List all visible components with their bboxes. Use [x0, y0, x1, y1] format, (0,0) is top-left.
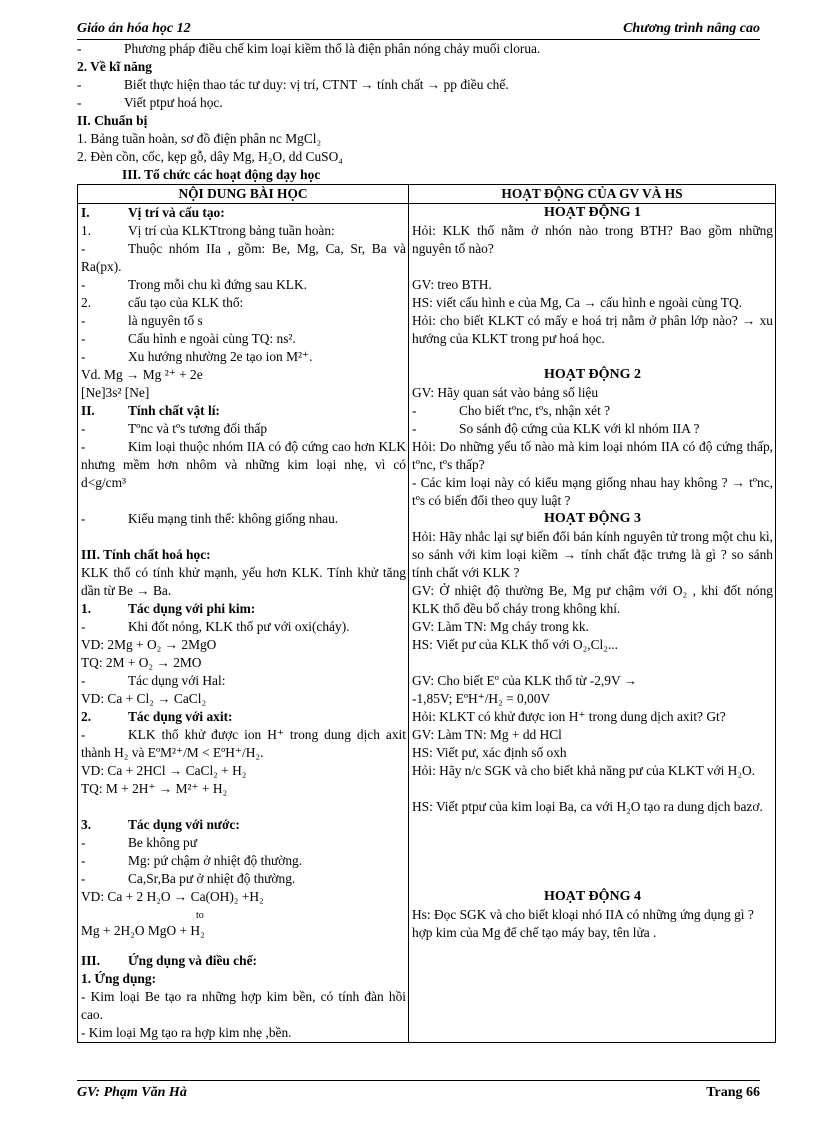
- list-marker: -: [81, 349, 86, 364]
- left-line: TQ: M + 2H⁺ → M²⁺ + H₂: [81, 781, 228, 796]
- right-line: GV: Làm TN: Mg cháy trong kk.: [412, 619, 589, 634]
- list-marker: -: [81, 313, 86, 328]
- list-marker: -: [81, 331, 86, 346]
- list-marker: -: [81, 421, 86, 436]
- left-line: TQ: 2M + O₂ → 2MO: [81, 655, 202, 670]
- left-line: VD: Ca + 2 H₂O → Ca(OH)₂ +H₂: [81, 889, 264, 904]
- intro-section: [77, 40, 767, 184]
- right-line: HOẠT ĐỘNG 2: [544, 367, 641, 382]
- left-line: III. Tính chất hoá học:: [81, 547, 211, 562]
- left-line: [81, 402, 406, 420]
- right-line: GV: Hãy quan sát vào bảng số liệu: [412, 385, 599, 400]
- line-text: Tºnc và tºs tương đối thấp: [128, 421, 268, 436]
- left-line: [81, 294, 406, 312]
- left-line: [81, 816, 406, 834]
- line-text: Tính chất vật lí:: [128, 403, 220, 418]
- right-line: -1,85V; EºH⁺/H₂ = 0,00V: [412, 691, 551, 706]
- left-line: [81, 672, 406, 690]
- header-subject: Giáo án hóa học 12: [77, 21, 191, 36]
- right-line: HS: Viết ptpư của kim loại Ba, ca với H₂O tạo ra dung dịch bazơ.: [412, 799, 763, 814]
- left-line: [81, 420, 406, 438]
- right-line: HOẠT ĐỘNG 4: [544, 889, 641, 904]
- left-line: [81, 952, 406, 970]
- list-marker: -: [81, 853, 86, 868]
- list-marker: -: [81, 835, 86, 850]
- col1-header: NỘI DUNG BÀI HỌC: [78, 185, 409, 204]
- col2-header: HOẠT ĐỘNG CỦA GV VÀ HS: [409, 185, 776, 204]
- left-line: - Kim loại Be tạo ra những hợp kim bền, có tính đàn hồi cao.: [81, 989, 406, 1022]
- left-line: [81, 510, 406, 528]
- left-line: [81, 708, 406, 726]
- line-text: Tác dụng với nước:: [128, 817, 240, 832]
- right-line: - Các kim loại này có kiểu mạng giống nhau hay không ? → tºnc, tºs có biến đổi theo quy luật ?: [412, 475, 773, 508]
- right-line: GV: Cho biết Eº của KLK thổ từ -2,9V →: [412, 673, 638, 688]
- skill-line: Viết ptpư hoá học.: [124, 95, 223, 110]
- right-line: hợp kim của Mg để chế tạo máy bay, tên lửa .: [412, 925, 657, 940]
- org-title: III. Tổ chức các hoạt động dạy học: [122, 167, 321, 182]
- line-text: Tác dụng với Hal:: [128, 673, 226, 688]
- list-marker: 1.: [81, 601, 92, 616]
- line-text: Thuộc nhóm IIa , gồm: Be, Mg, Ca, Sr, Ba và Ra(px).: [81, 241, 406, 274]
- list-marker: II.: [81, 403, 95, 418]
- right-line: HOẠT ĐỘNG 3: [544, 511, 641, 526]
- right-line: Hỏi: Do những yếu tố nào mà kim loại nhóm IIA có độ cứng thấp, tºnc, tºs thấp?: [412, 439, 773, 472]
- left-line: [81, 204, 406, 222]
- left-line: [81, 312, 406, 330]
- left-line: [81, 330, 406, 348]
- line-text: Vị trí và cấu tạo:: [128, 205, 225, 220]
- lesson-content-cell: [78, 204, 409, 1043]
- right-line: Hs: Đọc SGK và cho biết kloại nhó IIA có những ứng dụng gì ?: [412, 907, 754, 922]
- line-text: cấu tạo của KLK thổ:: [128, 295, 244, 310]
- skill-line: Biết thực hiện thao tác tư duy: vị trí, CTNT → tính chất → pp điều chế.: [124, 77, 509, 92]
- left-line: [81, 834, 406, 852]
- list-marker: -: [81, 727, 86, 742]
- left-line: KLK thổ có tính khử mạnh, yếu hơn KLK. Tính khử tăng dần từ Be → Ba.: [81, 565, 406, 598]
- lesson-table: [77, 184, 776, 1043]
- left-line: [81, 240, 406, 276]
- left-line: VD: Ca + Cl₂ → CaCl₂: [81, 691, 207, 706]
- list-marker: -: [81, 871, 86, 886]
- line-text: Khi đốt nóng, KLK thổ pư với oxi(cháy).: [128, 619, 350, 634]
- list-marker: -: [81, 673, 86, 688]
- right-line: HS: Viết pư của KLK thổ với O₂,Cl₂...: [412, 637, 618, 652]
- right-line: Hỏi: Hãy n/c SGK và cho biết khả năng pư của KLKT với H₂O.: [412, 763, 756, 778]
- footer-page: Trang 66: [706, 1085, 760, 1100]
- list-marker: -: [412, 421, 417, 436]
- bullet: -: [77, 95, 82, 110]
- right-line: HOẠT ĐỘNG 1: [544, 205, 641, 220]
- left-line: VD: 2Mg + O₂ → 2MgO: [81, 637, 217, 652]
- right-line: HS: viết cấu hình e của Mg, Ca → cấu hình e ngoài cùng TQ.: [412, 295, 742, 310]
- left-line: 1. Ứng dụng:: [81, 971, 157, 986]
- line-text: Tác dụng với phi kim:: [128, 601, 256, 616]
- line-text: Tác dụng với axit:: [128, 709, 233, 724]
- line-text: Cho biết tºnc, tºs, nhận xét ?: [459, 403, 611, 418]
- prep-line: 1. Bảng tuần hoàn, sơ đồ điện phân nc MgCl₂: [77, 131, 322, 146]
- intro-line: Phương pháp điều chế kim loại kiềm thổ là điện phân nóng chảy muối clorua.: [124, 41, 541, 56]
- right-line: Hỏi: KLK thổ nằm ở nhón nào trong BTH? Bao gồm những nguyên tố nào?: [412, 223, 773, 256]
- left-line: Vd. Mg → Mg ²⁺ + 2e: [81, 367, 203, 382]
- footer-teacher: GV: Phạm Văn Hà: [77, 1085, 187, 1100]
- left-line: [81, 726, 406, 762]
- list-marker: 1.: [81, 223, 92, 238]
- prep-title: II. Chuẩn bị: [77, 113, 148, 128]
- left-line: [81, 438, 406, 492]
- list-marker: III.: [81, 953, 100, 968]
- right-line: GV: Làm TN: Mg + dd HCl: [412, 727, 562, 742]
- list-marker: -: [412, 403, 417, 418]
- right-line: Hỏi: cho biết KLKT có mấy e hoá trị nằm ở phân lớp nào? → xu hướng của KLKT trong pư hoá học.: [412, 313, 773, 346]
- left-line: [81, 618, 406, 636]
- line-text: Xu hướng nhường 2e tạo ion M²⁺.: [128, 349, 313, 364]
- list-marker: 3.: [81, 817, 92, 832]
- right-line: [412, 402, 773, 420]
- bullet: -: [77, 77, 82, 92]
- list-marker: I.: [81, 205, 90, 220]
- line-text: Vị trí của KLKTtrong bảng tuần hoàn:: [128, 223, 335, 238]
- right-line: GV: treo BTH.: [412, 277, 492, 292]
- list-marker: -: [81, 241, 86, 256]
- list-marker: -: [81, 619, 86, 634]
- line-text: KLK thổ khử được ion H⁺ trong dung dịch axit thành H₂ và EºM²⁺/M < EºH⁺/H₂.: [81, 727, 406, 760]
- line-text: Be không pư: [128, 835, 197, 850]
- bullet: -: [77, 41, 82, 56]
- left-line: Mg + 2H₂O MgO + H₂: [81, 923, 205, 938]
- line-text: So sánh độ cứng của KLK với kl nhóm IIA ?: [459, 421, 700, 436]
- right-line: HS: Viết pư, xác định số oxh: [412, 745, 567, 760]
- left-line: VD: Ca + 2HCl → CaCl₂ + H₂: [81, 763, 247, 778]
- left-line: [81, 600, 406, 618]
- list-marker: -: [81, 511, 86, 526]
- prep-line: 2. Đèn cồn, cốc, kẹp gỗ, dây Mg, H₂O, dd CuSO₄: [77, 149, 343, 164]
- line-text: Trong mỗi chu kì đứng sau KLK.: [128, 277, 307, 292]
- line-text: Mg: pứ chậm ở nhiệt độ thường.: [128, 853, 303, 868]
- left-line: - Kim loại Mg tạo ra hợp kim nhẹ ,bền.: [81, 1025, 292, 1040]
- right-line: [412, 420, 773, 438]
- list-marker: -: [81, 439, 86, 454]
- line-text: Cấu hình e ngoài cùng TQ: ns².: [128, 331, 296, 346]
- line-text: Kiểu mạng tinh thể: không giống nhau.: [128, 511, 339, 526]
- line-text: Kim loại thuộc nhóm IIA có độ cứng cao hơn KLK nhưng mềm hơn nhôm và những kim loại nhẹ, vì có d<g/cm³: [81, 439, 406, 490]
- right-line: Hỏi: Hãy nhắc lại sự biến đổi bán kính nguyên tử trong một chu kì, so sánh với kim loại kiềm → tính chất đặc trưng là gì ? so sánh tính chất với KLK ?: [412, 529, 773, 580]
- page-footer: [77, 1080, 760, 1104]
- left-line: [81, 276, 406, 294]
- list-marker: 2.: [81, 709, 92, 724]
- skills-title: 2. Về kĩ năng: [77, 59, 152, 74]
- line-text: Ca,Sr,Ba pư ở nhiệt độ thường.: [128, 871, 296, 886]
- left-line: to: [196, 910, 204, 921]
- page-header: [77, 20, 760, 40]
- list-marker: 2.: [81, 295, 92, 310]
- left-line: [81, 348, 406, 366]
- list-marker: -: [81, 277, 86, 292]
- left-line: [81, 852, 406, 870]
- left-line: [81, 222, 406, 240]
- line-text: là nguyên tố s: [128, 313, 203, 328]
- left-line: [Ne]3s² [Ne]: [81, 385, 150, 400]
- line-text: Ứng dụng và điều chế:: [128, 953, 257, 968]
- left-line: [81, 870, 406, 888]
- right-line: GV: Ở nhiệt độ thường Be, Mg pư chậm với O₂ , khi đốt nóng KLK thổ đều bố cháy trong không khí.: [412, 583, 773, 616]
- activities-cell: [409, 204, 776, 1043]
- right-line: Hỏi: KLKT có khử được ion H⁺ trong dung dịch axit? Gt?: [412, 709, 726, 724]
- header-program: Chương trình nâng cao: [623, 21, 760, 36]
